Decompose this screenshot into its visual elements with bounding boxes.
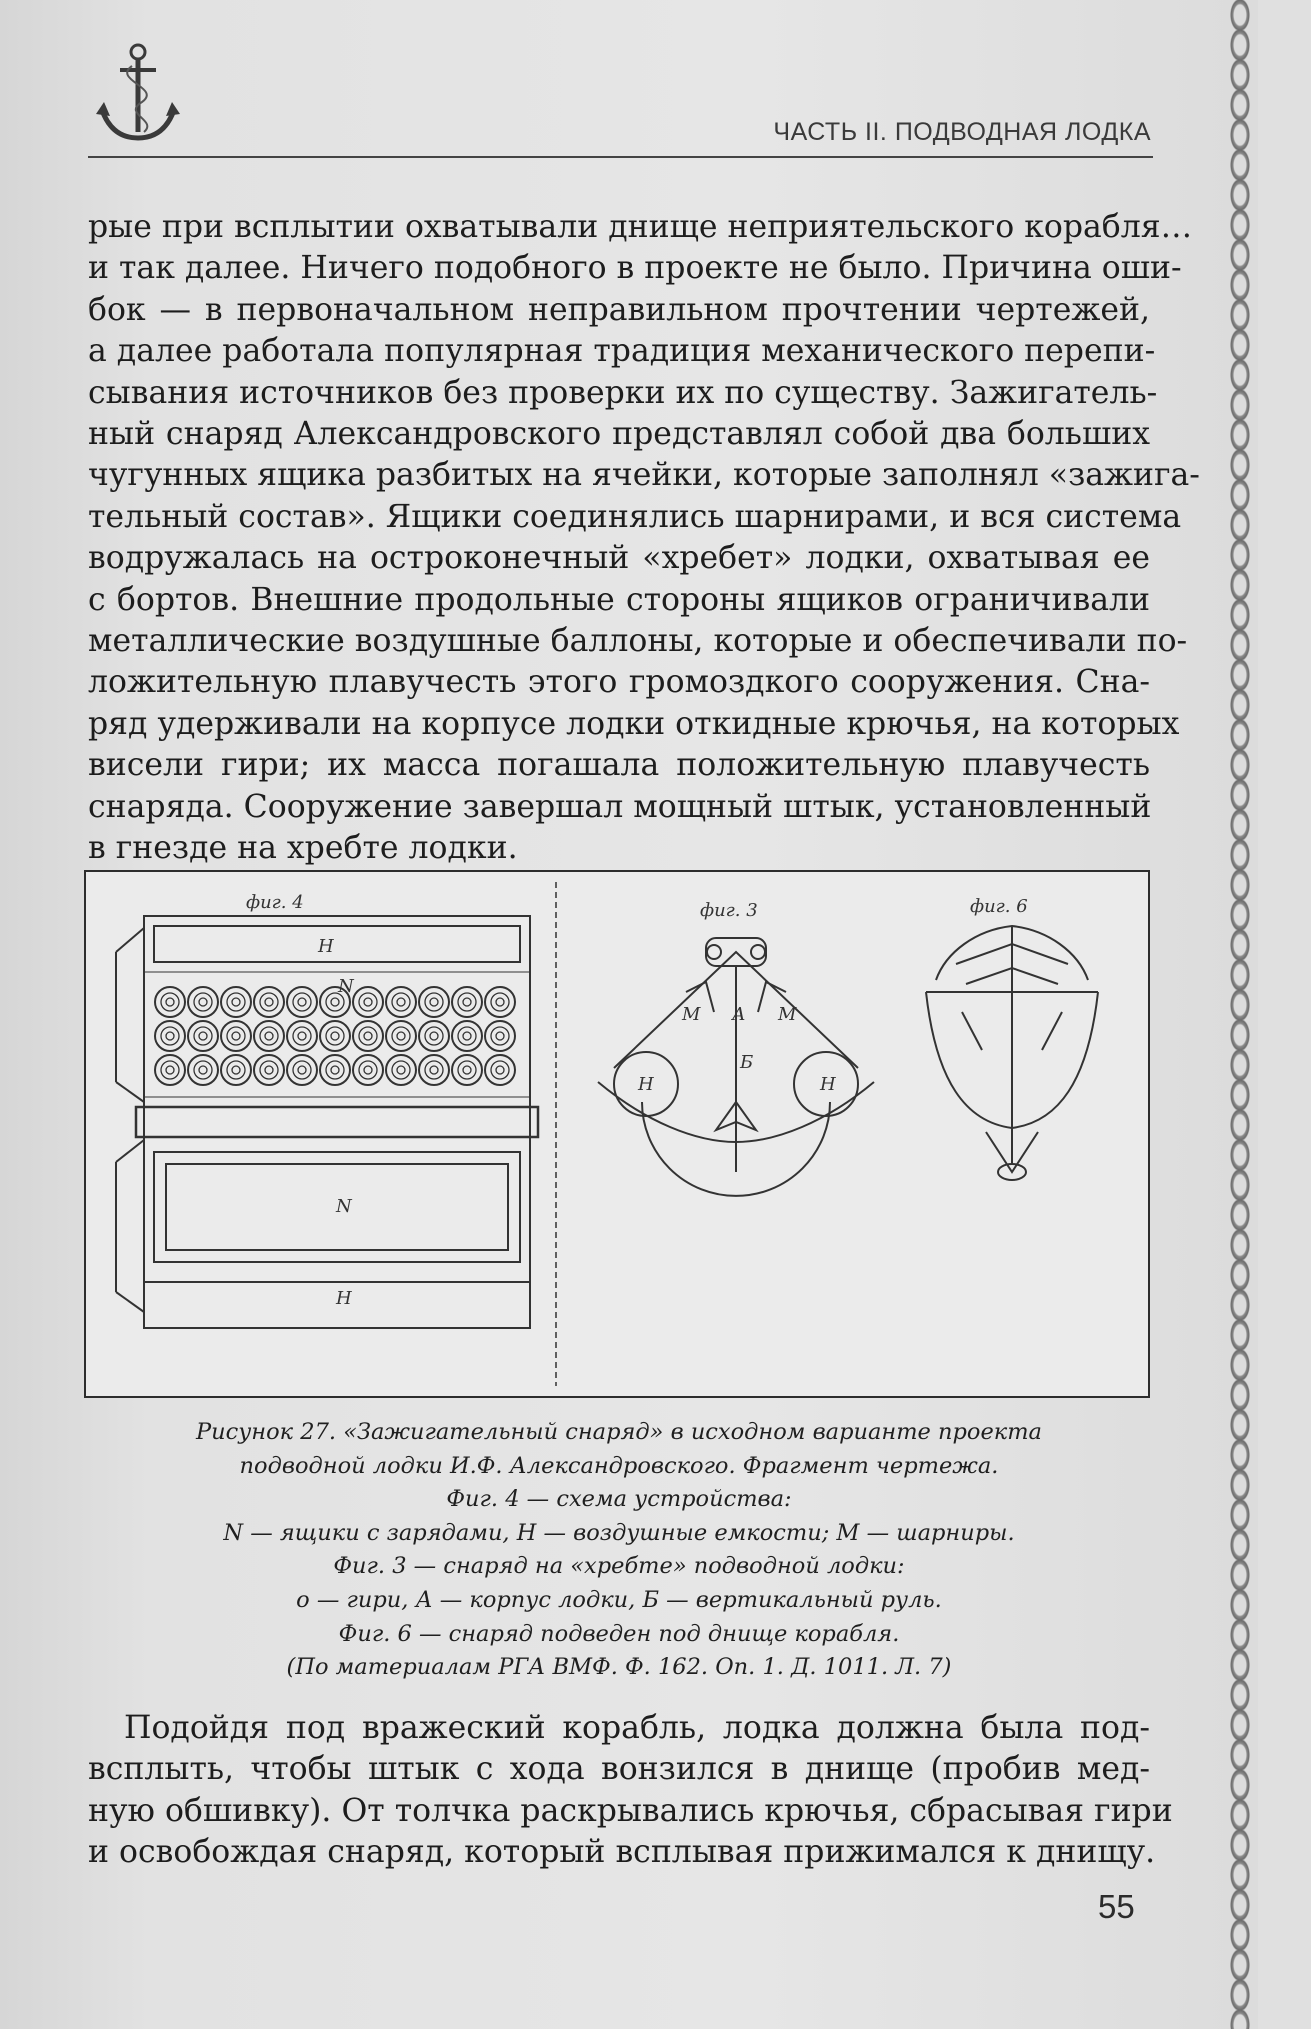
charge-cell [260, 993, 278, 1011]
charge-cell [419, 1055, 449, 1085]
text-line: всплыть, чтобы штык с хода вонзился в днище (пробив мед- [88, 1751, 1150, 1788]
page-number: 55 [1098, 1888, 1135, 1925]
letter-n-label: N [338, 976, 354, 997]
text-line: ряд удерживали на корпусе лодки откидные крючья, на которых [88, 705, 1180, 742]
charge-cell [260, 1061, 278, 1079]
charge-cell [353, 1055, 383, 1085]
charge-cell [452, 1055, 482, 1085]
charge-cell [491, 1027, 509, 1045]
charge-cell [166, 1066, 174, 1074]
charge-cell [254, 1021, 284, 1051]
letter-h-label: Н [336, 1288, 352, 1309]
charge-cell [397, 998, 405, 1006]
charge-cell [458, 993, 476, 1011]
charge-cell [491, 1061, 509, 1079]
text-line: Подойдя под вражеский корабль, лодка должна была под- [124, 1710, 1150, 1746]
charge-cell [199, 1032, 207, 1040]
charge-cell [155, 1055, 185, 1085]
charge-cell [452, 987, 482, 1017]
letter-a-label: А [732, 1004, 746, 1025]
charge-cell [155, 987, 185, 1017]
charge-cell [364, 1032, 372, 1040]
text-line: чугунных ящика разбитых на ячейки, которые заполнял «зажига- [88, 457, 1200, 494]
letter-n-label: N [336, 1196, 352, 1217]
caption-line: N — ящики с зарядами, Н — воздушные емкости; М — шарниры. [223, 1519, 1015, 1546]
charge-cell [293, 1027, 311, 1045]
charge-cell [260, 1027, 278, 1045]
charge-cell [430, 1032, 438, 1040]
text-line: снаряда. Сооружение завершал мощный штык, установленный [88, 788, 1152, 825]
charge-cell [386, 987, 416, 1017]
charge-cell [397, 1032, 405, 1040]
charge-cell [298, 1032, 306, 1040]
charge-cell [359, 993, 377, 1011]
text-line: с бортов. Внешние продольные стороны ящиков ограничивали [88, 581, 1150, 618]
text-line: тельный состав». Ящики соединялись шарнирами, и вся система [88, 498, 1182, 535]
letter-m-label: М [682, 1004, 701, 1025]
charge-cell [485, 987, 515, 1017]
charge-cell [485, 1055, 515, 1085]
text-line: висели гири; их масса погашала положительную плавучесть [88, 747, 1150, 784]
charge-cell [254, 1055, 284, 1085]
charge-cell [298, 1066, 306, 1074]
charge-cell [326, 1061, 344, 1079]
paragraph-2 [88, 1708, 1173, 1874]
fig4-label: фиг. 4 [246, 892, 304, 913]
page-edge [1258, 0, 1311, 2029]
charge-cell [199, 1066, 207, 1074]
charge-cell [287, 1055, 317, 1085]
charge-cell [155, 1021, 185, 1051]
caption-line: Рисунок 27. «Зажигательный снаряд» в исходном варианте проекта [196, 1419, 1042, 1445]
charge-cell [227, 993, 245, 1011]
charge-cell [419, 987, 449, 1017]
charge-cell [161, 1061, 179, 1079]
charge-cell [188, 987, 218, 1017]
letter-h-label: Н [638, 1074, 654, 1095]
charge-cell [496, 1066, 504, 1074]
charge-cell [331, 1066, 339, 1074]
charge-cell [194, 1061, 212, 1079]
charge-cell [227, 1027, 245, 1045]
text-line: рые при всплытии охватывали днище неприятельского корабля… [88, 209, 1193, 245]
charge-cell [359, 1027, 377, 1045]
charge-cell [293, 993, 311, 1011]
charge-cell [232, 1032, 240, 1040]
charge-cell [194, 1027, 212, 1045]
running-header: ЧАСТЬ II. ПОДВОДНАЯ ЛОДКА [773, 118, 1151, 146]
charge-cell [359, 1061, 377, 1079]
charge-cell [287, 987, 317, 1017]
charge-cell [199, 998, 207, 1006]
charge-cell [419, 1021, 449, 1051]
charge-cell [227, 1061, 245, 1079]
charge-cell [392, 1027, 410, 1045]
charge-cell [397, 1066, 405, 1074]
charge-cell [293, 1061, 311, 1079]
figure-27-drawing [84, 870, 1150, 1398]
charge-cell [364, 1066, 372, 1074]
caption-line: о — гири, А — корпус лодки, Б — вертикальный руль. [296, 1586, 942, 1613]
charge-cell [331, 1032, 339, 1040]
charge-cell [392, 993, 410, 1011]
charge-cell [463, 1066, 471, 1074]
charge-cell [386, 1021, 416, 1051]
charge-cell [188, 1055, 218, 1085]
caption-line: Фиг. 3 — снаряд на «хребте» подводной лодки: [333, 1553, 905, 1580]
charge-cell [166, 1032, 174, 1040]
charge-cell [320, 1055, 350, 1085]
charge-cell [194, 993, 212, 1011]
caption-line: Фиг. 4 — схема устройства: [446, 1486, 792, 1513]
chain-border-decoration [1222, 0, 1258, 2029]
charge-cell [364, 998, 372, 1006]
charge-cell [161, 993, 179, 1011]
charge-cell [392, 1061, 410, 1079]
letter-h-label: Н [820, 1074, 836, 1095]
text-line: ный снаряд Александровского представлял собой два больших [88, 416, 1150, 453]
charge-cell [463, 1032, 471, 1040]
charge-cell [353, 987, 383, 1017]
charge-cell [232, 998, 240, 1006]
text-line: в гнезде на хребте лодки. [88, 830, 518, 867]
charge-cell [221, 1021, 251, 1051]
technical-drawing [86, 872, 1148, 1396]
charge-cell [452, 1021, 482, 1051]
charge-cell [430, 1066, 438, 1074]
text-line: бок — в первоначальном неправильном прочтении чертежей, [88, 291, 1150, 328]
figure-caption [88, 1416, 1150, 1685]
fig6-label: фиг. 6 [970, 896, 1028, 917]
charge-cell [326, 1027, 344, 1045]
charge-cell [221, 1055, 251, 1085]
charge-cell [386, 1055, 416, 1085]
charge-cell [232, 1066, 240, 1074]
charge-cell [458, 1027, 476, 1045]
charge-cell [331, 998, 339, 1006]
charge-cell [254, 987, 284, 1017]
letter-m-label: М [778, 1004, 797, 1025]
text-line: а далее работала популярная традиция механического перепи- [88, 333, 1156, 370]
charge-cell [188, 1021, 218, 1051]
charge-cell [353, 1021, 383, 1051]
anchor-icon [92, 40, 184, 150]
text-line: и освобождая снаряд, который всплывая прижимался к днищу. [88, 1834, 1156, 1871]
fig3-label: фиг. 3 [700, 900, 758, 921]
charge-cell [463, 998, 471, 1006]
charge-cell [425, 993, 443, 1011]
charge-cell [265, 1066, 273, 1074]
charge-cell [166, 998, 174, 1006]
charge-cell [496, 1032, 504, 1040]
text-line: и так далее. Ничего подобного в проекте не было. Причина оши- [88, 250, 1182, 287]
charge-cell [425, 1027, 443, 1045]
charge-cell [265, 998, 273, 1006]
paragraph-1 [88, 207, 1200, 870]
charge-cell [221, 987, 251, 1017]
charge-cell [458, 1061, 476, 1079]
charge-cell [425, 1061, 443, 1079]
charge-cell [496, 998, 504, 1006]
text-line: ложительную плавучесть этого громоздкого сооружения. Сна- [88, 664, 1150, 701]
letter-h-label: Н [318, 936, 334, 957]
text-line: ную обшивку). От толчка раскрывались крючья, сбрасывая гири [88, 1792, 1173, 1829]
charge-cell [430, 998, 438, 1006]
caption-line: (По материалам РГА ВМФ. Ф. 162. Оп. 1. Д. 1011. Л. 7) [286, 1654, 952, 1681]
charge-cell [485, 1021, 515, 1051]
caption-line: подводной лодки И.Ф. Александровского. Фрагмент чертежа. [239, 1452, 999, 1479]
header-rule [88, 156, 1153, 158]
charge-cell [320, 1021, 350, 1051]
text-line: сывания источников без проверки их по существу. Зажигатель- [88, 374, 1158, 411]
letter-b-label: Б [740, 1052, 754, 1073]
charge-cell [265, 1032, 273, 1040]
charge-cell [298, 998, 306, 1006]
text-line: водружалась на остроконечный «хребет» лодки, охватывая ее [88, 540, 1150, 577]
charge-cell [287, 1021, 317, 1051]
text-line: металлические воздушные баллоны, которые и обеспечивали по- [88, 623, 1188, 660]
caption-line: Фиг. 6 — снаряд подведен под днище корабля. [338, 1620, 900, 1647]
charge-cell [161, 1027, 179, 1045]
charge-cell [491, 993, 509, 1011]
